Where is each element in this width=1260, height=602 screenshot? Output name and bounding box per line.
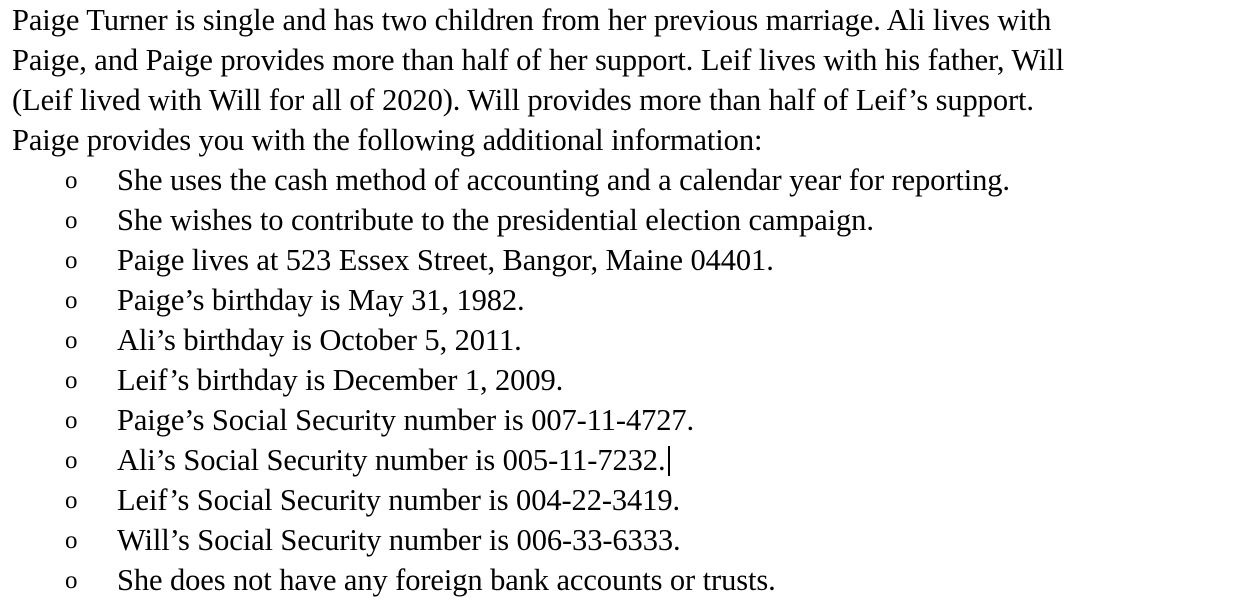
intro-paragraph	[12, 0, 1252, 160]
bullet-marker: o	[65, 407, 78, 434]
list-item-text: Ali’s Social Security number is 005-11-7232.	[117, 443, 666, 477]
list-item	[12, 240, 1252, 280]
list-item	[12, 160, 1252, 200]
list-item-text: She does not have any foreign bank accounts or trusts.	[117, 563, 776, 597]
bullet-marker: o	[65, 367, 78, 394]
list-item	[12, 520, 1252, 560]
list-item	[12, 440, 1252, 480]
bullet-marker: o	[65, 527, 78, 554]
bullet-marker: o	[65, 487, 78, 514]
bullet-marker: o	[65, 447, 78, 474]
info-bullet-list	[12, 160, 1252, 600]
list-item	[12, 320, 1252, 360]
bullet-marker: o	[65, 207, 78, 234]
list-item	[12, 200, 1252, 240]
list-item-text: Leif’s birthday is December 1, 2009.	[117, 363, 564, 397]
list-item	[12, 560, 1252, 600]
list-item	[12, 280, 1252, 320]
list-item-text-editable[interactable]	[117, 440, 670, 480]
list-item	[12, 400, 1252, 440]
bullet-marker: o	[65, 287, 78, 314]
list-item-text: Will’s Social Security number is 006-33-6333.	[117, 523, 681, 557]
intro-line: Paige provides you with the following additional information:	[12, 123, 763, 157]
intro-line: Paige Turner is single and has two children from her previous marriage. Ali lives with	[12, 3, 1052, 37]
bullet-marker: o	[65, 167, 78, 194]
intro-line: Paige, and Paige provides more than half of her support. Leif lives with his father, Will	[12, 43, 1064, 77]
list-item-text: Paige’s birthday is May 31, 1982.	[117, 283, 525, 317]
bullet-marker: o	[65, 247, 78, 274]
document-body	[12, 0, 1252, 600]
list-item-text: Paige’s Social Security number is 007-11-4727.	[117, 403, 695, 437]
bullet-marker: o	[65, 327, 78, 354]
list-item-text: She wishes to contribute to the presidential election campaign.	[117, 203, 874, 237]
list-item	[12, 360, 1252, 400]
list-item	[12, 480, 1252, 520]
intro-line: (Leif lived with Will for all of 2020). Will provides more than half of Leif’s support.	[12, 83, 1034, 117]
list-item-text: Ali’s birthday is October 5, 2011.	[117, 323, 522, 357]
list-item-text: Paige lives at 523 Essex Street, Bangor, Maine 04401.	[117, 243, 774, 277]
list-item-text: She uses the cash method of accounting and a calendar year for reporting.	[117, 163, 1010, 197]
list-item-text: Leif’s Social Security number is 004-22-3419.	[117, 483, 681, 517]
bullet-marker: o	[65, 567, 78, 594]
text-cursor	[668, 446, 670, 476]
